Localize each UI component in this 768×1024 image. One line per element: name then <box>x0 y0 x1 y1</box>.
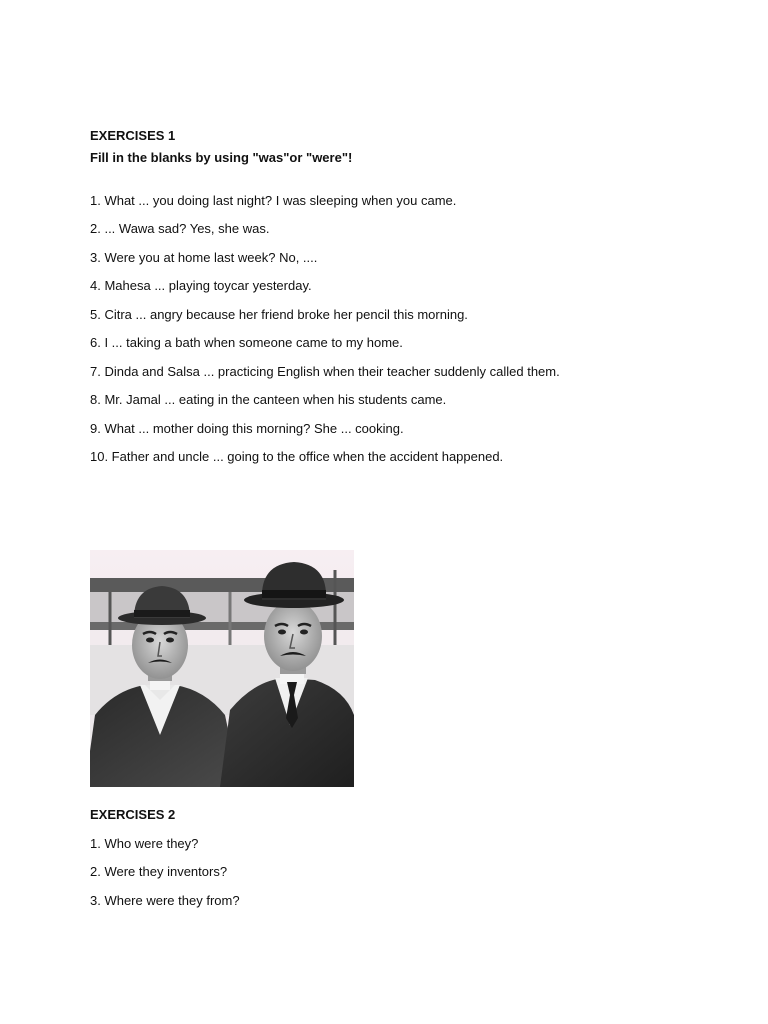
exercise-1-item: 4. Mahesa ... playing toycar yesterday. <box>90 278 312 293</box>
exercise-1-item: 10. Father and uncle ... going to the office when the accident happened. <box>90 449 504 464</box>
exercise-2-item: 3. Where were they from? <box>90 893 240 908</box>
exercise-1-item: 7. Dinda and Salsa ... practicing English when their teacher suddenly called them. <box>90 364 560 379</box>
exercise-1-item: 8. Mr. Jamal ... eating in the canteen when his students came. <box>90 392 447 407</box>
two-men-photo <box>90 550 354 787</box>
exercise-2-title: EXERCISES 2 <box>90 807 176 822</box>
exercise-2-item: 1. Who were they? <box>90 836 199 851</box>
exercise-1-item: 9. What ... mother doing this morning? She ... cooking. <box>90 421 404 436</box>
exercise-1-title: EXERCISES 1 <box>90 128 176 143</box>
exercise-1-item: 5. Citra ... angry because her friend broke her pencil this morning. <box>90 307 468 322</box>
exercise-1-instruction: Fill in the blanks by using "was"or "were"! <box>90 150 353 165</box>
exercise-1-item: 2. ... Wawa sad? Yes, she was. <box>90 221 270 236</box>
exercise-1-item: 1. What ... you doing last night? I was sleeping when you came. <box>90 193 457 208</box>
exercise-1-item: 3. Were you at home last week? No, .... <box>90 250 318 265</box>
exercise-1-item: 6. I ... taking a bath when someone came to my home. <box>90 335 403 350</box>
exercise-2-item: 2. Were they inventors? <box>90 864 228 879</box>
